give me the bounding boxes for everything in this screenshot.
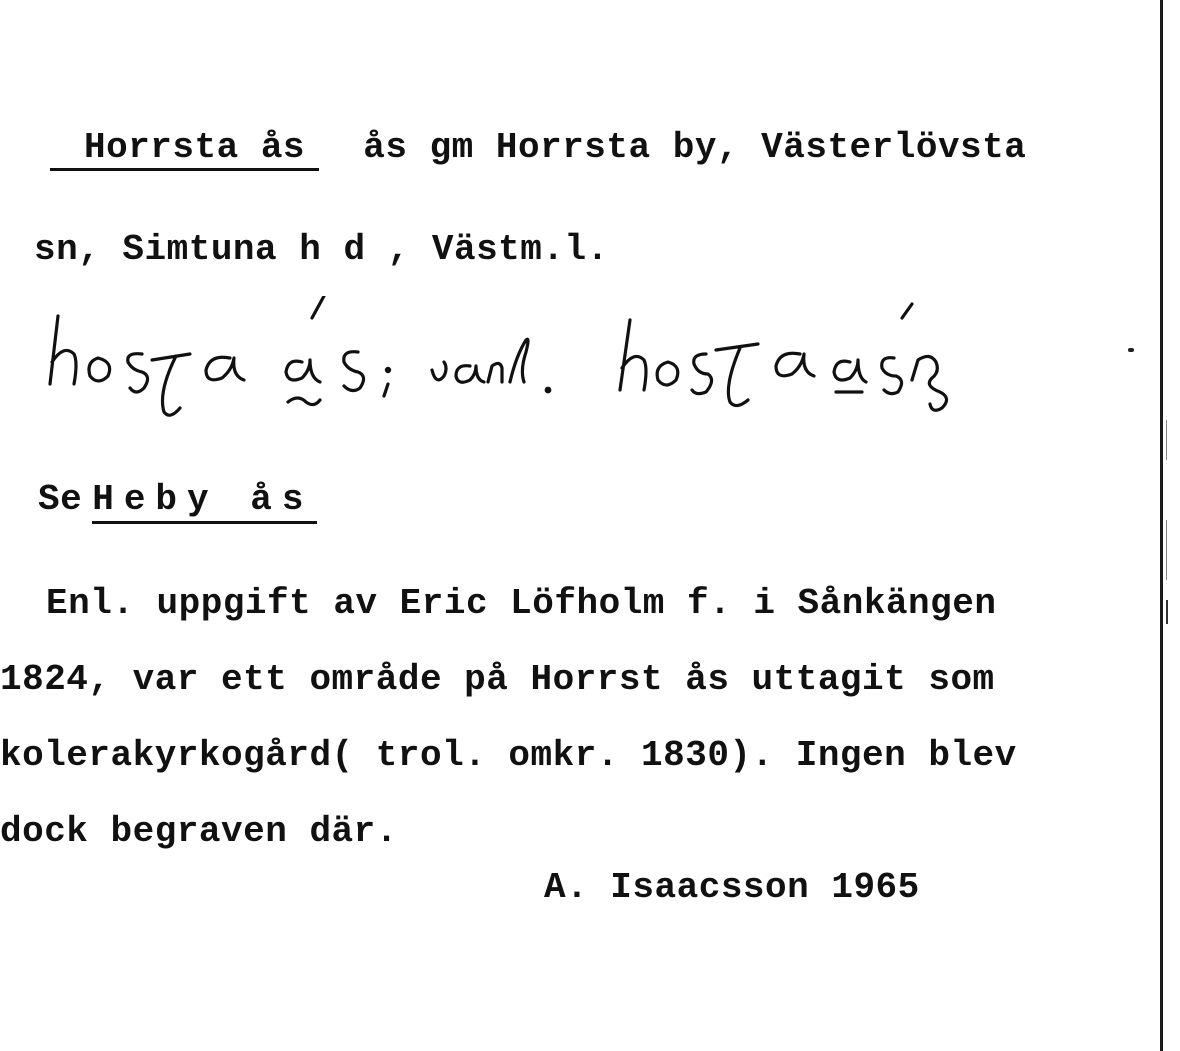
card-edge-mark xyxy=(1166,520,1167,580)
card-edge-line xyxy=(1160,0,1163,1051)
see-reference-line xyxy=(38,478,317,524)
stray-mark xyxy=(1128,348,1134,352)
signature: A. Isaacsson 1965 xyxy=(544,867,920,908)
body-line: Enl. uppgift av Eric Löfholm f. i Sånkängen xyxy=(46,583,997,624)
see-prefix: Se xyxy=(38,479,83,520)
location-line: sn, Simtuna h d , Västm.l. xyxy=(34,229,609,270)
handwritten-pronunciation xyxy=(40,296,1000,426)
heading-line xyxy=(50,126,1026,171)
see-reference-target: Heby ås xyxy=(92,479,317,524)
heading-description: ås gm Horrsta by, Västerlövsta xyxy=(363,127,1027,168)
card-edge-mark xyxy=(1166,600,1168,624)
body-line: dock begraven där. xyxy=(0,811,398,852)
body-line: 1824, var ett område på Horrst ås uttagit som xyxy=(0,659,995,700)
body-line: kolerakyrkogård( trol. omkr. 1830). Ingen blev xyxy=(0,735,1017,776)
heading-term: Horrsta ås xyxy=(50,128,319,171)
card-edge-mark xyxy=(1166,420,1167,460)
